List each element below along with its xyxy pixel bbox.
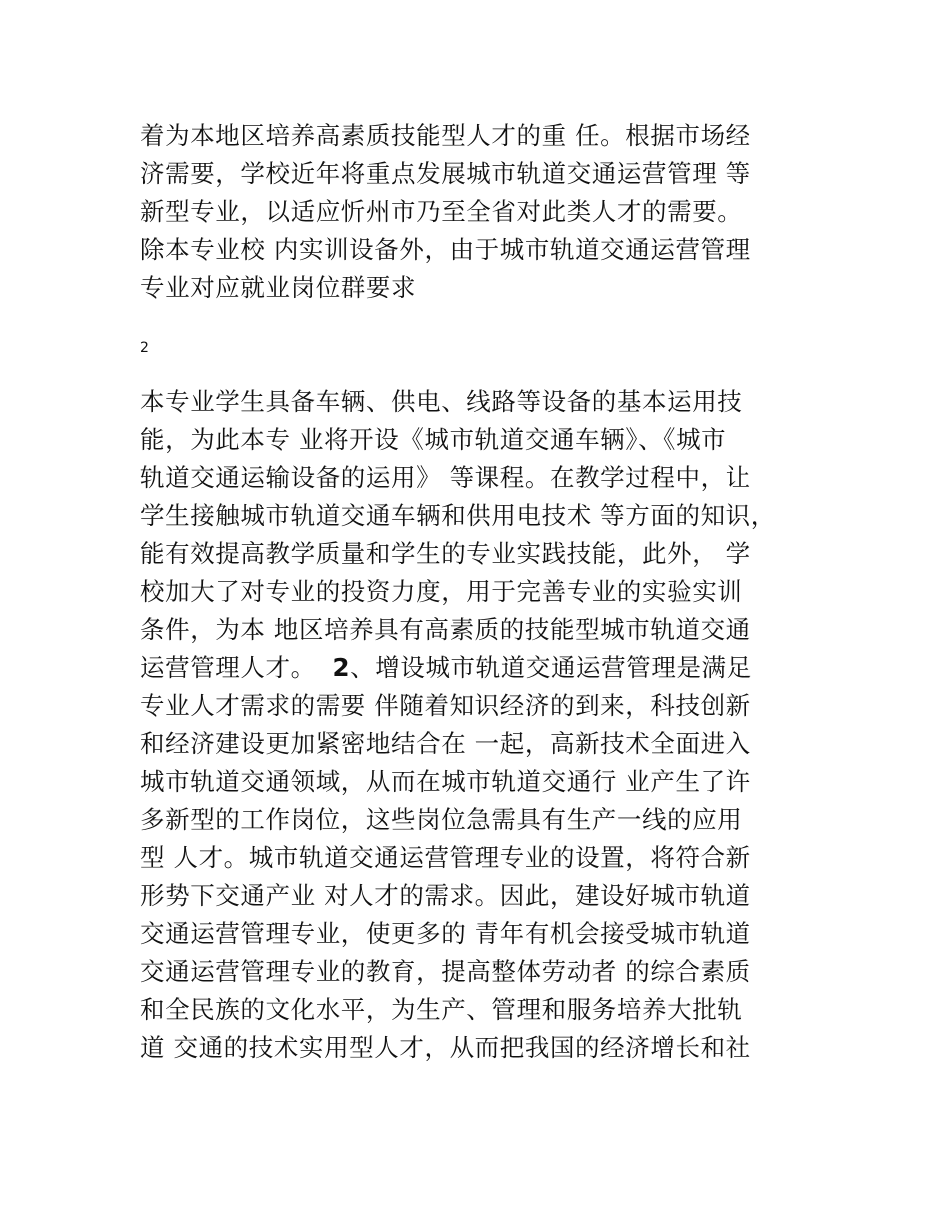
text-line: 型 人才。城市轨道交通运营管理专业的设置，将符合新 [140, 843, 751, 872]
text-line: 能有效提高教学质量和学生的专业实践技能，此外， 学 [140, 539, 751, 568]
text-line: 本专业学生具备车辆、供电、线路等设备的基本运用技 [140, 387, 743, 416]
page-number: 2 [140, 340, 149, 356]
paragraph-1 [140, 117, 820, 307]
text-line: 校加大了对专业的投资力度，用于完善专业的实验实训 [140, 577, 743, 606]
text-line: 能，为此本专 业将开设《城市轨道交通车辆》、《城市 [140, 425, 727, 454]
paragraph-2 [140, 383, 820, 1067]
text-line: 形势下交通产业 对人才的需求。因此，建设好城市轨道 [140, 881, 751, 910]
text-line: 学生接触城市轨道交通车辆和供用电技术 等方面的知识， [140, 501, 776, 530]
text-line: 交通运营管理专业的教育，提高整体劳动者 的综合素质 [140, 957, 751, 986]
text-line: 道 交通的技术实用型人才，从而把我国的经济增长和社 [140, 1033, 751, 1062]
text-line: 济需要，学校近年将重点发展城市轨道交通运营管理 等 [140, 159, 751, 188]
text-line: 专业人才需求的需要 伴随着知识经济的到来，科技创新 [140, 691, 751, 720]
text-line: 多新型的工作岗位，这些岗位急需具有生产一线的应用 [140, 805, 743, 834]
text-line: 专业对应就业岗位群要求 [140, 273, 417, 302]
section-number: 2 [332, 653, 351, 682]
section-heading: 、增设城市轨道交通运营管理是满足 [350, 653, 752, 682]
text-fragment: 运营管理人才。 [140, 653, 316, 682]
text-line: 交通运营管理专业，使更多的 青年有机会接受城市轨道 [140, 919, 751, 948]
text-line: 新型专业，以适应忻州市乃至全省对此类人才的需要。 [140, 197, 743, 226]
text-line: 和全民族的文化水平，为生产、管理和服务培养大批轨 [140, 995, 743, 1024]
text-line: 着为本地区培养高素质技能型人才的重 任。根据市场经 [140, 121, 751, 150]
text-line-with-heading [140, 649, 820, 687]
text-line: 条件，为本 地区培养具有高素质的技能型城市轨道交通 [140, 615, 751, 644]
text-line: 和经济建设更加紧密地结合在 一起，高新技术全面进入 [140, 729, 751, 758]
text-line: 轨道交通运输设备的运用》 等课程。在教学过程中，让 [140, 463, 751, 492]
text-line: 城市轨道交通领域，从而在城市轨道交通行 业产生了许 [140, 767, 751, 796]
text-line: 除本专业校 内实训设备外，由于城市轨道交通运营管理 [140, 235, 751, 264]
